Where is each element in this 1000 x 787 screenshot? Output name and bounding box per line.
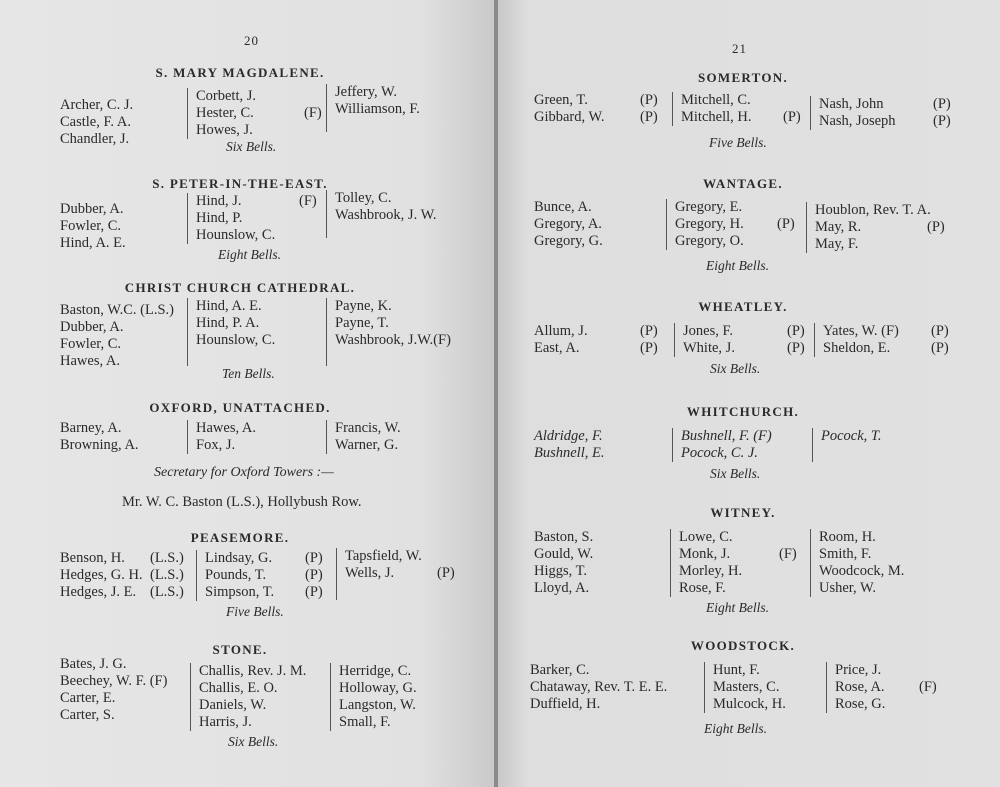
christ-col3 <box>326 298 451 366</box>
ringer-name: Washbrook, J.W.(F) <box>335 332 451 348</box>
ringer-name: Mitchell, C. <box>681 92 751 108</box>
ringer-name: Hounslow, C. <box>196 227 276 243</box>
ringer-name: Tolley, C. <box>335 190 392 206</box>
ringer-name: Carter, S. <box>60 707 115 723</box>
ringer-name: Pocock, C. J. <box>681 445 758 461</box>
ringer-name: Payne, T. <box>335 315 389 331</box>
section-title-peasemore: PEASEMORE. <box>190 530 290 545</box>
ringer-name: Corbett, J. <box>196 88 257 104</box>
bells-count: Five Bells. <box>709 135 767 150</box>
ringer-name: Room, H. <box>819 529 876 545</box>
ringer-name: Allum, J. (P) <box>534 323 658 339</box>
ringer-name: Payne, K. <box>335 298 392 314</box>
christ-col2 <box>187 298 275 366</box>
ringer-name: Houblon, Rev. T. A. <box>815 202 931 218</box>
stone-col3 <box>330 663 417 731</box>
ringer-name: Hind, J. (F) <box>196 193 317 209</box>
somerton-col3 <box>810 96 969 130</box>
peasemore-col3 <box>336 548 463 600</box>
mary-col1 <box>60 97 133 148</box>
ringer-name: Warner, G. <box>335 437 399 453</box>
ringer-name: Dubber, A. <box>60 201 124 217</box>
unattached-col3 <box>326 420 401 454</box>
woodstock-col3 <box>826 662 953 713</box>
ringer-name: Bushnell, E. <box>534 445 605 461</box>
ringer-name: Hawes, A. <box>60 353 121 369</box>
ringer-name: Gregory, E. <box>675 199 743 215</box>
section-title-somerton: SOMERTON. <box>697 70 789 85</box>
ringer-name: May, F. <box>815 236 859 252</box>
ringer-name: Daniels, W. <box>199 697 267 713</box>
ringer-name: Hind, A. E. <box>196 298 262 314</box>
ringer-name: Hounslow, C. <box>196 332 276 348</box>
peasemore-col2 <box>196 550 333 601</box>
ringer-name: Castle, F. A. <box>60 114 131 130</box>
stone-col2 <box>190 663 306 731</box>
whitchurch-col3 <box>812 428 882 462</box>
witney-col2 <box>670 529 805 597</box>
bells-count: Six Bells. <box>710 361 761 376</box>
ringer-name: Gregory, G. <box>534 233 603 249</box>
ringer-name: Hind, P. <box>196 210 243 226</box>
ringer-name: Gibbard, W. (P) <box>534 109 658 125</box>
ringer-name: Barney, A. <box>60 420 122 436</box>
ringer-name: Nash, Joseph (P) <box>819 113 951 129</box>
ringer-name: Hedges, J. E. (L.S.) <box>60 584 184 600</box>
page-number: 21 <box>732 41 747 56</box>
ringer-name: Harris, J. <box>199 714 252 730</box>
ringer-name: Fowler, C. <box>60 336 122 352</box>
ringer-name: Morley, H. <box>679 563 743 579</box>
ringer-name: Higgs, T. <box>534 563 588 579</box>
ringer-name: Hester, C. (F) <box>196 105 322 121</box>
ringer-name: Baston, S. <box>534 529 594 545</box>
ringer-name: Price, J. <box>835 662 882 678</box>
ringer-name: East, A. (P) <box>534 340 658 356</box>
mary-col3 <box>326 84 420 132</box>
ringer-name: Bunce, A. <box>534 199 592 215</box>
ringer-name: Tapsfield, W. <box>345 548 422 564</box>
wheatley-col3 <box>814 323 963 357</box>
ringer-name: Green, T. (P) <box>534 92 658 108</box>
section-title-stone: STONE. <box>212 642 268 657</box>
section-title-woodstock: WOODSTOCK. <box>690 638 796 653</box>
peasemore-col1 <box>60 550 192 601</box>
unattached-col1 <box>60 420 139 454</box>
peter-col1 <box>60 201 126 252</box>
ringer-name: Fowler, C. <box>60 218 122 234</box>
ringer-name: Nash, John (P) <box>819 96 951 112</box>
ringer-name: Baston, W.C. (L.S.) <box>60 302 174 318</box>
section-title-christ-church: CHRIST CHURCH CATHEDRAL. <box>124 280 356 295</box>
stone-col1 <box>60 656 167 724</box>
somerton-col2 <box>672 92 809 126</box>
section-title-wheatley: WHEATLEY. <box>698 299 788 314</box>
ringer-name: Hedges, G. H. (L.S.) <box>60 567 184 583</box>
ringer-name: Yates, W. (F) (P) <box>823 323 949 339</box>
ringer-name: Gregory, O. <box>675 233 744 249</box>
ringer-name: White, J. (P) <box>683 340 805 356</box>
page-number: 20 <box>244 33 259 48</box>
ringer-name: Wells, J. (P) <box>345 565 455 581</box>
witney-col1 <box>534 529 593 597</box>
bells-count: Six Bells. <box>710 466 761 481</box>
wantage-col3 <box>806 202 961 253</box>
ringer-name: May, R. (P) <box>815 219 945 235</box>
ringer-name: Pocock, T. <box>821 428 882 444</box>
ringer-name: Sheldon, E. (P) <box>823 340 949 356</box>
left-page <box>0 0 495 787</box>
bells-count: Five Bells. <box>226 604 284 619</box>
ringer-name: Challis, Rev. J. M. <box>199 663 307 679</box>
ringer-name: Herridge, C. <box>339 663 412 679</box>
mary-col2 <box>187 88 322 139</box>
ringer-name: Lloyd, A. <box>534 580 590 596</box>
peter-col2 <box>187 193 316 244</box>
ringer-name: Rose, F. <box>679 580 726 596</box>
somerton-col1 <box>534 92 664 126</box>
ringer-name: Benson, H. (L.S.) <box>60 550 184 566</box>
ringer-name: Mulcock, H. <box>713 696 786 712</box>
ringer-name: Bushnell, F. (F) <box>681 428 772 444</box>
wheatley-col2 <box>674 323 811 357</box>
ringer-name: Mitchell, H. (P) <box>681 109 801 125</box>
bells-count: Ten Bells. <box>222 366 275 381</box>
section-title-mary: S. MARY MAGDALENE. <box>155 65 325 80</box>
ringer-name: Howes, J. <box>196 122 253 138</box>
ringer-name: Duffield, H. <box>530 696 601 712</box>
ringer-name: Rose, G. <box>835 696 886 712</box>
ringer-name: Browning, A. <box>60 437 139 453</box>
section-title-wantage: WANTAGE. <box>703 176 783 191</box>
ringer-name: Woodcock, M. <box>819 563 905 579</box>
ringer-name: Langston, W. <box>339 697 416 713</box>
witney-col3 <box>810 529 904 597</box>
secretary-label: Secretary for Oxford Towers :— <box>154 465 334 480</box>
ringer-name: Usher, W. <box>819 580 877 596</box>
bells-count: Eight Bells. <box>218 247 281 262</box>
ringer-name: Monk, J. (F) <box>679 546 797 562</box>
ringer-name: Francis, W. <box>335 420 401 436</box>
ringer-name: Chataway, Rev. T. E. E. <box>530 679 668 695</box>
ringer-name: Smith, F. <box>819 546 872 562</box>
ringer-name: Hunt, F. <box>713 662 760 678</box>
section-title-whitchurch: WHITCHURCH. <box>686 404 800 419</box>
wantage-col2 <box>666 199 803 250</box>
ringer-name: Dubber, A. <box>60 319 124 335</box>
ringer-name: Hawes, A. <box>196 420 257 436</box>
unattached-col2 <box>187 420 256 454</box>
right-page <box>498 0 1000 787</box>
christ-col1 <box>60 302 174 370</box>
section-title-peter: S. PETER-IN-THE-EAST. <box>152 176 328 191</box>
wantage-col1 <box>534 199 603 250</box>
ringer-name: Beechey, W. F. (F) <box>60 673 168 689</box>
section-title-witney: WITNEY. <box>710 505 776 520</box>
ringer-name: Gould, W. <box>534 546 594 562</box>
whitchurch-col1 <box>534 428 604 462</box>
ringer-name: Lowe, C. <box>679 529 733 545</box>
ringer-name: Holloway, G. <box>339 680 417 696</box>
ringer-name: Hind, A. E. <box>60 235 126 251</box>
ringer-name: Pounds, T. (P) <box>205 567 323 583</box>
ringer-name: Rose, A. (F) <box>835 679 937 695</box>
woodstock-col2 <box>704 662 786 713</box>
ringer-name: Masters, C. <box>713 679 780 695</box>
ringer-name: Lindsay, G. (P) <box>205 550 323 566</box>
ringer-name: Williamson, F. <box>335 101 420 117</box>
ringer-name: Small, F. <box>339 714 391 730</box>
bells-count: Eight Bells. <box>706 258 769 273</box>
ringer-name: Washbrook, J. W. <box>335 207 437 223</box>
wheatley-col1 <box>534 323 662 357</box>
woodstock-col1 <box>530 662 667 713</box>
ringer-name: Gregory, A. <box>534 216 602 232</box>
ringer-name: Chandler, J. <box>60 131 130 147</box>
bells-count: Six Bells. <box>226 139 277 154</box>
whitchurch-col2 <box>672 428 772 462</box>
bells-count: Eight Bells. <box>706 600 769 615</box>
ringer-name: Barker, C. <box>530 662 590 678</box>
section-title-oxford-unattached: OXFORD, UNATTACHED. <box>149 400 331 415</box>
bells-count: Eight Bells. <box>704 721 767 736</box>
ringer-name: Fox, J. <box>196 437 236 453</box>
ringer-name: Archer, C. J. <box>60 97 134 113</box>
ringer-name: Challis, E. O. <box>199 680 278 696</box>
ringer-name: Jeffery, W. <box>335 84 398 100</box>
ringer-name: Aldridge, F. <box>534 428 603 444</box>
ringer-name: Gregory, H. (P) <box>675 216 795 232</box>
ringer-name: Hind, P. A. <box>196 315 260 331</box>
peter-col3 <box>326 190 437 238</box>
ringer-name: Carter, E. <box>60 690 116 706</box>
ringer-name: Jones, F. (P) <box>683 323 805 339</box>
ringer-name: Bates, J. G. <box>60 656 127 672</box>
secretary-details: Mr. W. C. Baston (L.S.), Hollybush Row. <box>122 494 362 510</box>
ringer-name: Simpson, T. (P) <box>205 584 323 600</box>
bells-count: Six Bells. <box>228 734 279 749</box>
